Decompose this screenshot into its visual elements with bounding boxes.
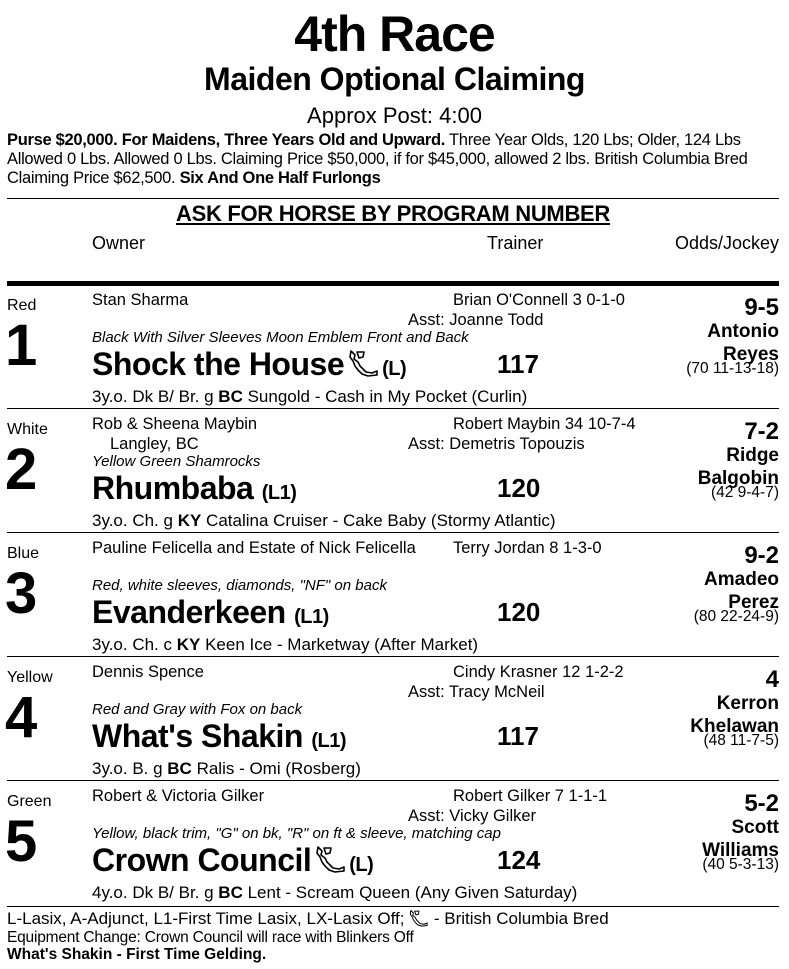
pedigree: [92, 511, 556, 531]
assistant-trainer: Asst: Demetris Topouzis: [408, 435, 585, 453]
medication: (L1): [294, 606, 329, 628]
post-time: Approx Post: 4:00: [307, 103, 482, 128]
jockey-stats: (40 5-3-13): [702, 856, 779, 873]
horse-name-line: [92, 344, 406, 389]
horse-name: Evanderkeen: [92, 594, 286, 630]
pedigree-state: BC: [167, 759, 192, 778]
equipment-change: Equipment Change: Crown Council will race with Blinkers Off: [7, 929, 414, 946]
entry-divider: [7, 656, 779, 657]
legend-medication: L-Lasix, A-Adjunct, L1-First Time Lasix, LX-Lasix Off;: [7, 909, 410, 928]
odds-jockey-column-header: Odds/Jockey: [674, 233, 779, 253]
horse-name: Crown Council: [92, 842, 312, 878]
saddle-cloth-color: Green: [7, 793, 52, 810]
jockey-stats: (80 22-24-9): [693, 608, 779, 625]
conditions-details: Three Year Olds, 120 Lbs; Older, 124 Lbs Allowed 0 Lbs. Allowed 0 Lbs. Claiming Price $50,000, if for $45,000, allowed 2 lbs. British Columbia Bred Claiming Price $62,500.: [7, 131, 748, 187]
ask-banner: ASK FOR HORSE BY PROGRAM NUMBER: [176, 201, 610, 226]
trainer-name: Terry Jordan 8 1-3-0: [453, 539, 602, 557]
entry-row: [0, 410, 789, 534]
morning-line-odds: 5-2: [744, 790, 779, 817]
jockey-name: Antonio Reyes: [707, 321, 779, 365]
weight: 120: [497, 473, 541, 503]
pedigree: [92, 387, 527, 407]
pedigree-age-sex: 3y.o. B. g: [92, 759, 168, 778]
silks-description: Yellow Green Shamrocks: [92, 453, 261, 470]
owner-name: Stan Sharma: [92, 291, 189, 309]
footer-divider: [7, 906, 779, 907]
pedigree-state: KY: [177, 511, 202, 530]
horse-name-line: [92, 468, 296, 513]
weight: 117: [497, 349, 539, 379]
owner-name: Pauline Felicella and Estate of Nick Felicella: [92, 539, 416, 557]
morning-line-odds: 7-2: [744, 418, 779, 445]
medication: (L1): [261, 482, 297, 504]
assistant-trainer: Asst: Vicky Gilker: [408, 807, 537, 825]
british-columbia-map-icon: [315, 842, 347, 870]
owner-name: Rob & Sheena Maybin: [92, 415, 258, 433]
jockey-name: Scott Williams: [702, 817, 779, 861]
pedigree-breeding: Lent - Scream Queen (Any Given Saturday): [242, 883, 578, 902]
pedigree-breeding: Catalina Cruiser - Cake Baby (Stormy Atlantic): [201, 511, 556, 530]
pedigree: [92, 883, 577, 903]
jockey-stats: (42 9-4-7): [710, 484, 779, 501]
owner-location: Langley, BC: [110, 435, 199, 453]
horse-name: Rhumbaba: [92, 470, 254, 506]
british-columbia-map-icon: [409, 909, 429, 927]
weight: 117: [497, 721, 539, 751]
pedigree-age-sex: 3y.o. Ch. c: [92, 635, 177, 654]
weight: 124: [497, 845, 541, 875]
pedigree: [92, 759, 361, 779]
entry-row: [0, 658, 789, 782]
program-number: 5: [5, 809, 38, 874]
trainer-name: Brian O'Connell 3 0-1-0: [453, 291, 625, 309]
pedigree-state: KY: [176, 635, 201, 654]
program-number: 4: [5, 685, 38, 750]
divider: [7, 198, 779, 199]
entry-divider: [7, 408, 779, 409]
jockey-name: Ridge Balgobin: [697, 445, 779, 489]
entry-row: [0, 286, 789, 410]
pedigree-state: BC: [218, 387, 243, 406]
horse-name-line: [92, 592, 329, 637]
silks-description: Red and Gray with Fox on back: [92, 701, 303, 718]
medication: (L): [382, 358, 407, 380]
assistant-trainer: Asst: Tracy McNeil: [408, 683, 545, 701]
pedigree-age-sex: 3y.o. Dk B/ Br. g: [92, 387, 219, 406]
program-number: 2: [5, 437, 38, 502]
pedigree-state: BC: [218, 883, 243, 902]
entry-divider: [7, 532, 779, 533]
jockey-stats: (48 11-7-5): [703, 732, 779, 749]
morning-line-odds: 4: [765, 666, 779, 693]
owner-name: Dennis Spence: [92, 663, 204, 681]
race-conditions: [7, 131, 782, 188]
owner-column-header: Owner: [92, 233, 146, 253]
race-title: 4th Race: [294, 6, 495, 62]
pedigree-breeding: Ralis - Omi (Rosberg): [191, 759, 361, 778]
morning-line-odds: 9-5: [744, 294, 779, 321]
legend: [7, 909, 609, 929]
pedigree-age-sex: 4y.o. Dk B/ Br. g: [92, 883, 219, 902]
conditions-purse: Purse $20,000. For Maidens, Three Years Old and Upward.: [7, 131, 446, 149]
entry-row: [0, 534, 789, 658]
trainer-name: Robert Maybin 34 10-7-4: [453, 415, 636, 433]
saddle-cloth-color: White: [7, 421, 48, 438]
entry-divider: [7, 780, 779, 781]
pedigree: [92, 635, 478, 655]
saddle-cloth-color: Red: [7, 297, 37, 314]
pedigree-breeding: Keen Ice - Marketway (After Market): [200, 635, 479, 654]
horse-name: Shock the House: [92, 346, 345, 382]
trainer-column-header: Trainer: [487, 233, 544, 253]
morning-line-odds: 9-2: [744, 542, 779, 569]
owner-name: Robert & Victoria Gilker: [92, 787, 265, 805]
pedigree-breeding: Sungold - Cash in My Pocket (Curlin): [242, 387, 528, 406]
british-columbia-map-icon: [348, 346, 380, 374]
entry-row: [0, 782, 789, 906]
horse-name-line: [92, 716, 346, 761]
saddle-cloth-color: Blue: [7, 545, 40, 562]
silks-description: Yellow, black trim, "G" on bk, "R" on ft & sleeve, matching cap: [92, 825, 501, 842]
conditions-distance: Six And One Half Furlongs: [179, 169, 381, 187]
trainer-name: Cindy Krasner 12 1-2-2: [453, 663, 624, 681]
medication: (L1): [311, 730, 346, 752]
trainer-name: Robert Gilker 7 1-1-1: [453, 787, 608, 805]
assistant-trainer: Asst: Joanne Todd: [408, 311, 544, 329]
program-number: 3: [5, 561, 38, 626]
jockey-name: Kerron Khelawan: [690, 693, 779, 737]
weight: 120: [497, 597, 541, 627]
race-subtitle: Maiden Optional Claiming: [204, 61, 585, 97]
pedigree-age-sex: 3y.o. Ch. g: [92, 511, 178, 530]
program-number: 1: [5, 313, 38, 378]
gelding-note: What's Shakin - First Time Gelding.: [7, 946, 267, 963]
horse-name-line: [92, 840, 373, 885]
legend-bc-bred: - British Columbia Bred: [429, 909, 609, 928]
medication: (L): [349, 854, 374, 876]
silks-description: Red, white sleeves, diamonds, "NF" on back: [92, 577, 387, 594]
jockey-stats: (70 11-13-18): [686, 360, 779, 377]
jockey-name: Amadeo Perez: [704, 569, 779, 613]
horse-name: What's Shakin: [92, 718, 303, 754]
silks-description: Black With Silver Sleeves Moon Emblem Front and Back: [92, 329, 469, 346]
saddle-cloth-color: Yellow: [7, 669, 53, 686]
